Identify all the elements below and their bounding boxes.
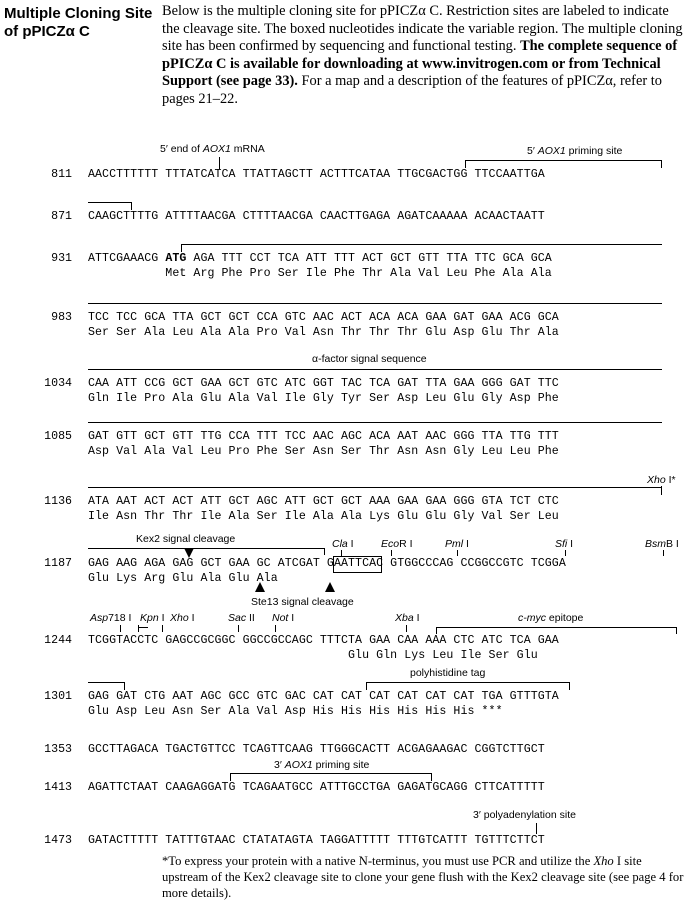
row-position: 1187 xyxy=(44,557,72,570)
label-cla-site: Cla I xyxy=(332,538,354,550)
row-position: 931 xyxy=(51,252,72,265)
row-position: 1085 xyxy=(44,430,72,443)
row-nucleotides: GAG GAT CTG AAT AGC GCC GTC GAC CAT CAT CAT CAT CAT CAT TGA GTTTGTA xyxy=(88,690,559,703)
label-ecori-site: EcoR I xyxy=(381,538,413,550)
row-position: 871 xyxy=(51,210,72,223)
label-aox1-mrna: 5′ end of AOX1 mRNA xyxy=(160,143,265,155)
ste13-cleavage-arrow-1 xyxy=(255,582,265,592)
tick-xbai-site xyxy=(406,625,407,632)
tick-aox1-priming-5-start xyxy=(465,160,466,168)
row-nucleotides: ATTCGAAACG ATG AGA TTT CCT TCA ATT TTT ACT GCT GTT TTA TTC GCA GCA xyxy=(88,252,552,265)
tick-polyhis-end xyxy=(569,682,570,690)
row-nucleotides: TCGGTACCTC GAGCCGCGGC GGCCGCCAGC TTTCTA GAA CAA AAA CTC ATC TCA GAA xyxy=(88,634,559,647)
row-nucleotides: ATA AAT ACT ACT ATT GCT AGC ATT GCT GCT AAA GAA GAA GGG GTA TCT CTC xyxy=(88,495,559,508)
tick-aox1-priming-5-cont-end xyxy=(131,202,132,210)
tick-polyadenylation xyxy=(536,823,537,834)
bar-aox1-priming-5-cont xyxy=(88,202,132,203)
intro-tail-text: For a map and a description of the features of pPICZα, refer to pages 21–22. xyxy=(162,73,662,107)
row-nucleotides: GAG AAG AGA GAG GCT GAA GC ATCGAT GAATTCAC GTGGCCCAG CCGGCCGTC TCGGA xyxy=(88,557,566,570)
tick-aox1-priming-3-end xyxy=(431,773,432,781)
label-sacii-site: Sac II xyxy=(228,612,255,624)
row-position: 1473 xyxy=(44,834,72,847)
bar-cmyc-epitope-end xyxy=(88,682,125,683)
row-amino-acids: Glu Lys Arg Glu Ala Glu Ala xyxy=(88,572,278,585)
tick-cmyc-start xyxy=(436,627,437,634)
row-nucleotides: GCCTTAGACA TGACTGTTCC TCAGTTCAAG TTGGGCACTT ACGAGAAGAC CGGTCTTGCT xyxy=(88,743,545,756)
bar-alpha-factor xyxy=(88,303,662,304)
label-alpha-factor: α-factor signal sequence xyxy=(312,353,427,365)
bar-polyhistidine-tag xyxy=(366,682,570,683)
tick-pml-site xyxy=(457,550,458,556)
row-position: 1301 xyxy=(44,690,72,703)
bar-alpha-factor xyxy=(88,369,662,370)
tick-sacii-site xyxy=(238,625,239,632)
bar-kpn-site xyxy=(138,627,148,628)
label-bsmbi-site: BsmB I xyxy=(645,538,679,550)
bar-alpha-factor xyxy=(88,487,662,488)
label-kpn-site: Kpn I xyxy=(140,612,165,624)
row-nucleotides: GAT GTT GCT GTT TTG CCA TTT TCC AAC AGC ACA AAT AAC GGG TTA TTG TTT xyxy=(88,430,559,443)
bar-aox1-priming-5 xyxy=(465,160,662,161)
row-position: 1353 xyxy=(44,743,72,756)
label-polyadenylation-site: 3′ polyadenylation site xyxy=(473,809,576,821)
row-position: 1413 xyxy=(44,781,72,794)
tick-alpha-factor-start xyxy=(181,244,182,252)
label-sfi-site: Sfi I xyxy=(555,538,574,550)
label-aox1-priming-5: 5′ AOX1 priming site xyxy=(527,145,623,157)
row-nucleotides: AACCTTTTTT TTTATCATCA TTATTAGCTT ACTTTCATAA TTGCGACTGG TTCCAATTGA xyxy=(88,168,545,181)
row-nucleotides: TCC TCC GCA TTA GCT GCT CCA GTC AAC ACT ACA ACA GAA GAT GAA ACG GCA xyxy=(88,311,559,324)
tick-cmyc-end-2 xyxy=(124,682,125,690)
tick-xho-site xyxy=(162,625,163,632)
label-xho-site: Xho I xyxy=(170,612,195,624)
row-amino-acids: Ile Asn Thr Thr Ile Ala Ser Ile Ala Ala Lys Glu Glu Gly Val Ser Leu xyxy=(88,510,559,523)
ste13-cleavage-arrow-2 xyxy=(325,582,335,592)
row-position: 1034 xyxy=(44,377,72,390)
label-xbai-site: Xba I xyxy=(395,612,420,624)
bar-alpha-factor-start xyxy=(181,244,662,245)
label-cmyc-epitope: c-myc epitope xyxy=(518,612,584,624)
row-amino-acids: Asp Val Ala Val Leu Pro Phe Ser Asn Ser Thr Asn Asn Gly Leu Leu Phe xyxy=(88,445,559,458)
row-amino-acids: Ser Ser Ala Leu Ala Ala Pro Val Asn Thr Thr Thr Glu Asp Glu Thr Ala xyxy=(88,326,559,339)
row-nucleotides: CAA ATT CCG GCT GAA GCT GTC ATC GGT TAC TCA GAT TTA GAA GGG GAT TTC xyxy=(88,377,559,390)
start-codon: ATG xyxy=(165,252,187,265)
row-amino-acids: Met Arg Phe Pro Ser Ile Phe Thr Ala Val Leu Phe Ala Ala xyxy=(88,267,552,280)
row-position: 983 xyxy=(51,311,72,324)
tick-cmyc-end xyxy=(676,627,677,634)
label-aox1-priming-3: 3′ AOX1 priming site xyxy=(274,759,370,771)
footnote: *To express your protein with a native N-terminus, you must use PCR and utilize the Xho I site upstream of the Kex2 cleavage site to clone your gene flush with the Kex2 cleavage site (see page 4 for more details). xyxy=(162,854,684,900)
tick-noti-site xyxy=(275,625,276,632)
label-noti-site: Not I xyxy=(272,612,295,624)
label-kex2-cleavage: Kex2 signal cleavage xyxy=(136,533,236,545)
tick-aox1-priming-5-end xyxy=(661,160,662,168)
row-amino-acids: Gln Ile Pro Ala Glu Ala Val Ile Gly Tyr Ser Asp Leu Glu Gly Asp Phe xyxy=(88,392,559,405)
tick-alpha-factor-end xyxy=(324,548,325,555)
intro-text: Below is the multiple cloning site for pPICZα C. Restriction sites are labeled to indicate the cleavage site. The boxed nucleotides indicate the variable region. The multiple cloning site has been confirmed by sequencing and functional testing. xyxy=(162,3,683,55)
row-amino-acids: Glu Asp Leu Asn Ser Ala Val Asp His His His His His His *** xyxy=(88,705,503,718)
tick-bsmbi-site xyxy=(663,550,664,556)
row-nucleotides: CAAGCTTTTG ATTTTAACGA CTTTTAACGA CAACTTGAGA AGATCAAAAA ACAACTAATT xyxy=(88,210,545,223)
bar-alpha-factor-end xyxy=(88,548,325,549)
bar-aox1-priming-3 xyxy=(230,773,432,774)
bar-alpha-factor xyxy=(88,422,662,423)
bar-cmyc-epitope xyxy=(436,627,677,628)
tick-asp718-site xyxy=(120,625,121,632)
tick-polyhis-start xyxy=(366,682,367,690)
row-amino-acids: Glu Gln Lys Leu Ile Ser Glu xyxy=(88,649,538,662)
tick-sfi-site xyxy=(565,550,566,556)
tick-ecori-site xyxy=(391,550,392,556)
row-nucleotides: AGATTCTAAT CAAGAGGATG TCAGAATGCC ATTTGCCTGA GAGATGCAGG CTTCATTTTT xyxy=(88,781,545,794)
label-pml-site: Pml I xyxy=(445,538,469,550)
intro-bold-text: The complete sequence of pPICZα C is available for downloading at www.invitrogen.com or from Technical Support (see page 33). xyxy=(162,38,678,90)
label-polyhistidine-tag: polyhistidine tag xyxy=(410,667,486,679)
row-position: 1136 xyxy=(44,495,72,508)
section-heading: Multiple Cloning Site of pPICZα C xyxy=(4,5,153,40)
label-xho-site-top: Xho I* xyxy=(647,474,676,486)
tick-aox1-priming-3-start xyxy=(230,773,231,781)
label-ste13-cleavage: Ste13 signal cleavage xyxy=(251,596,354,608)
label-asp718-site: Asp718 I xyxy=(90,612,132,624)
row-position: 811 xyxy=(51,168,72,181)
row-nucleotides: GATACTTTTT TATTTGTAAC CTATATAGTA TAGGATTTTT TTTGTCATTT TGTTTCTTCT xyxy=(88,834,545,847)
row-position: 1244 xyxy=(44,634,72,647)
tick-kpn-site xyxy=(138,625,139,632)
